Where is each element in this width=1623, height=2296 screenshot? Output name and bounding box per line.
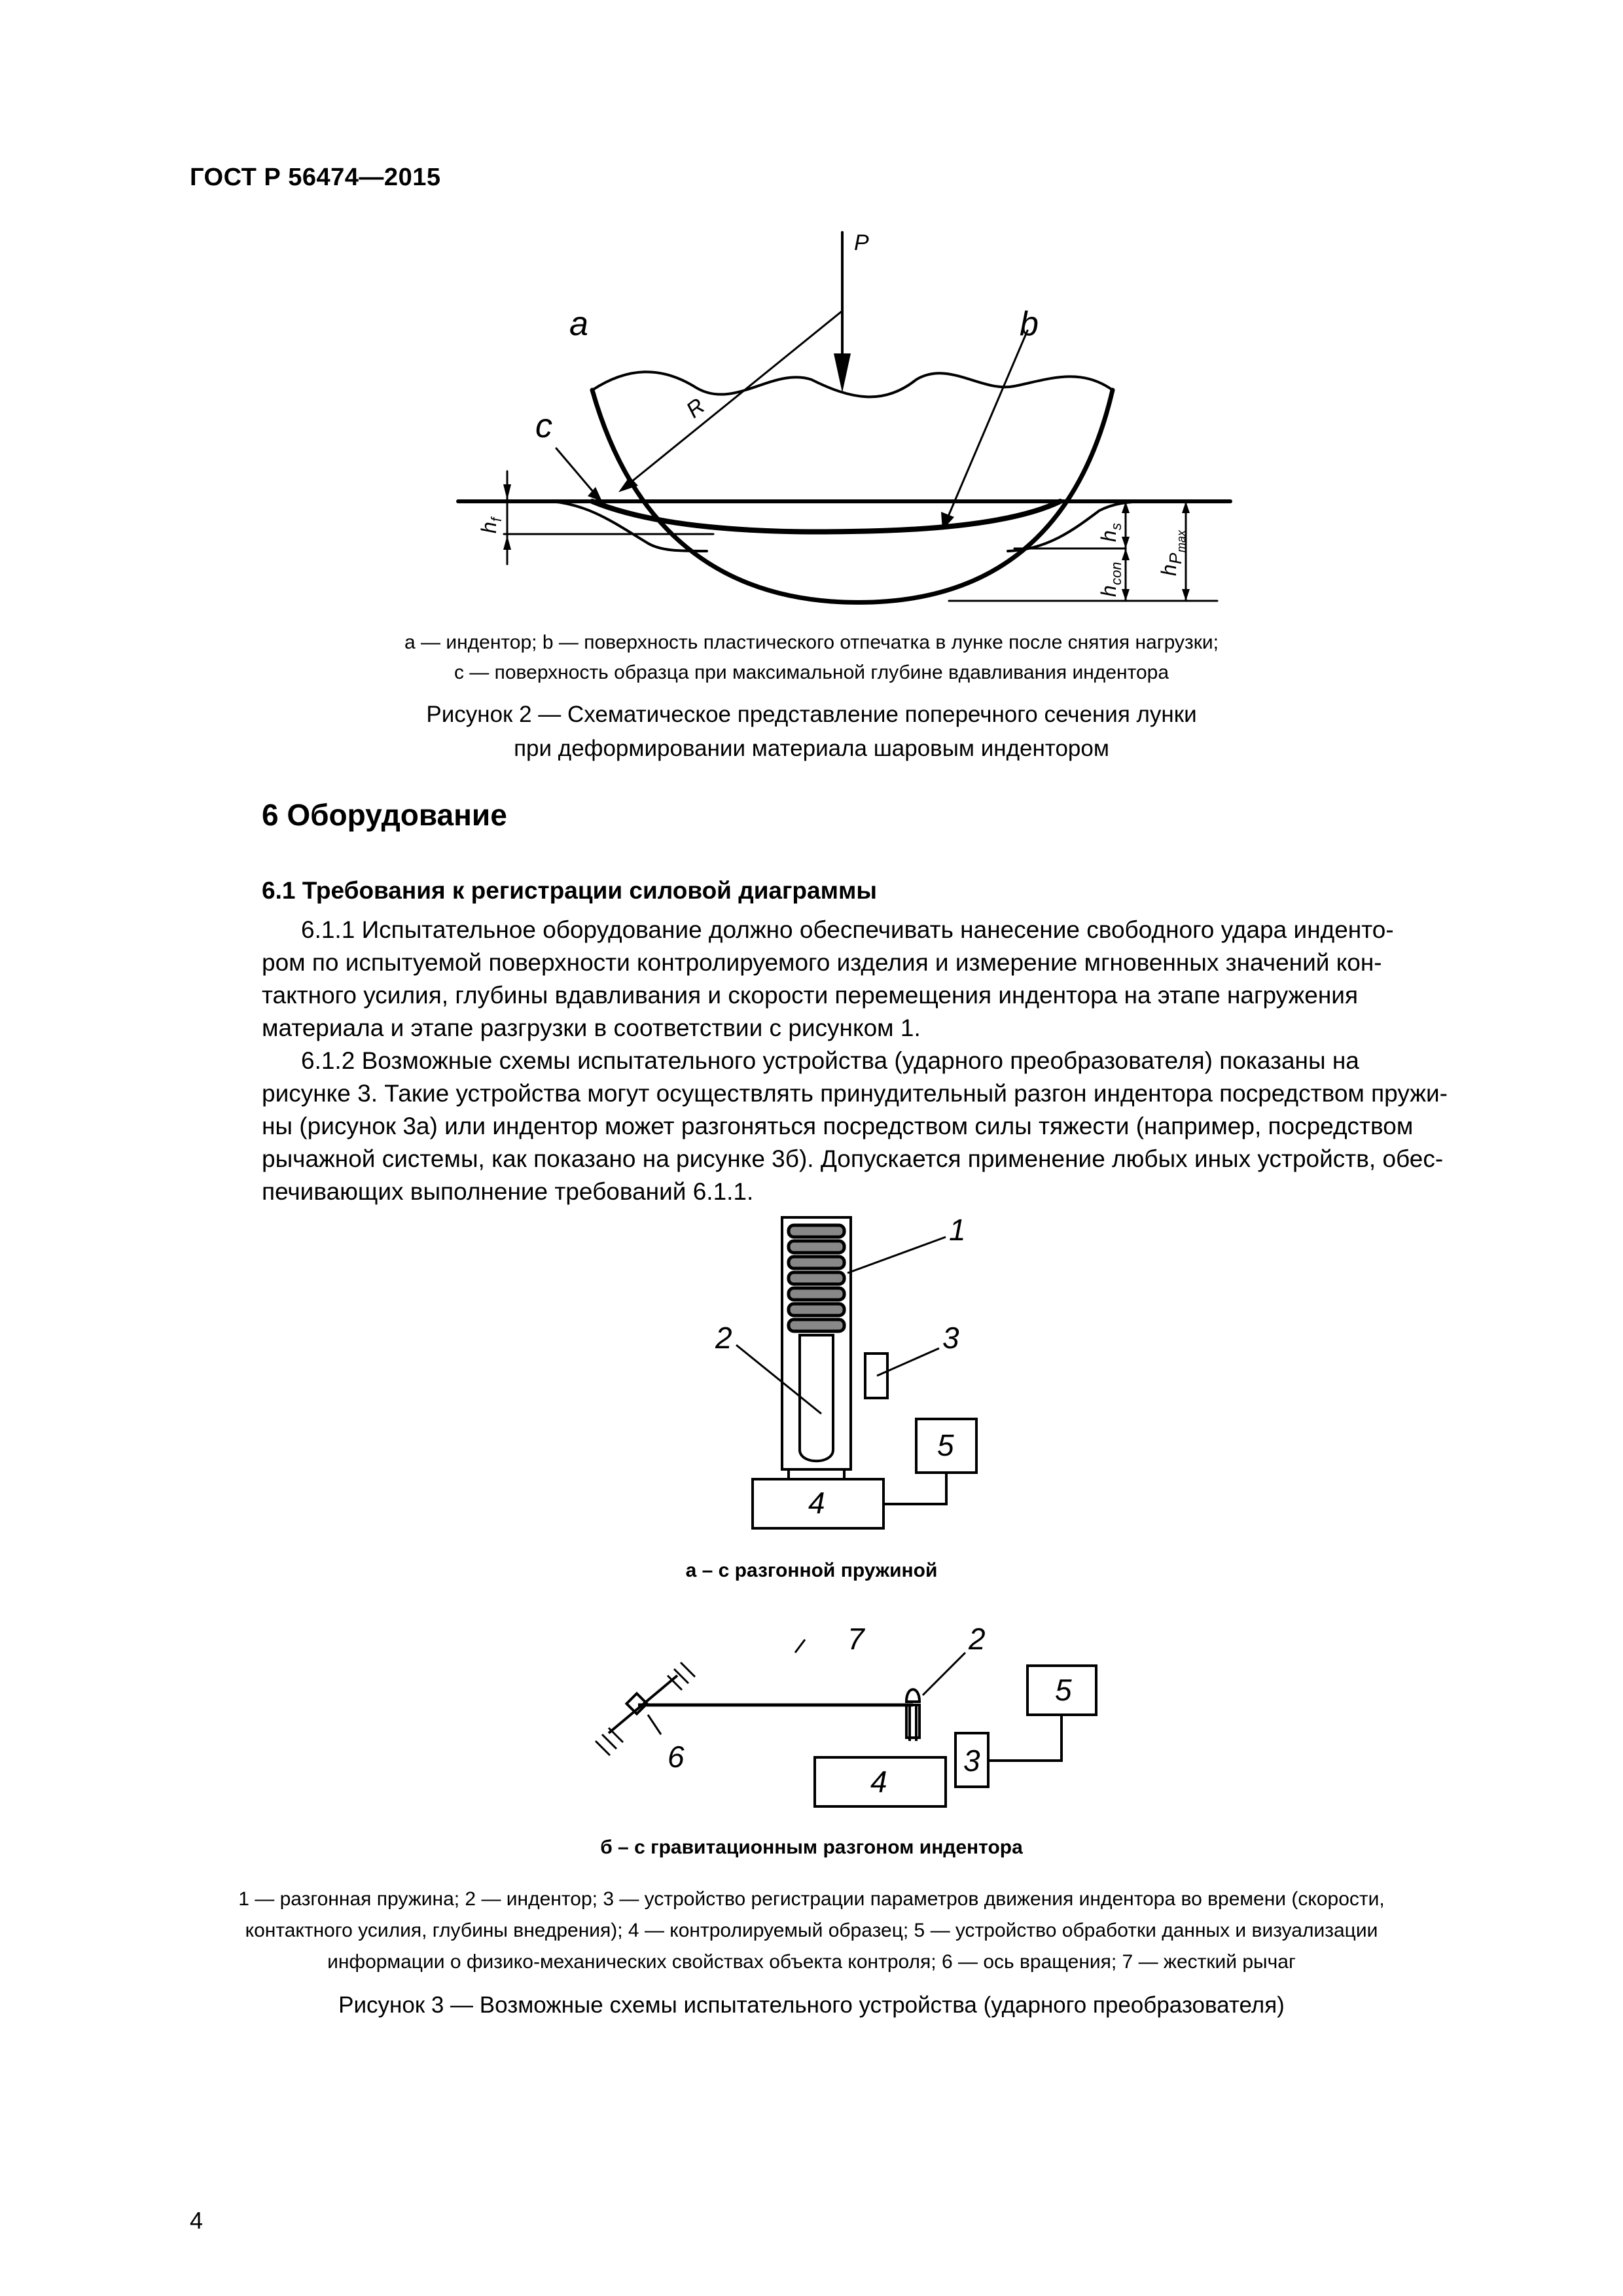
label-R: R [681,393,710,423]
spring-coils [789,1225,844,1331]
indenter-2b [906,1689,919,1741]
label-hf-sub: f [488,517,505,522]
indenter-wavy-top [592,372,1113,397]
label-hpmax-sub2: max [1175,529,1188,552]
fig3a-label-2: 2 [715,1321,732,1355]
figure-3b-caption: б – с гравитационным разгоном индентора [600,1837,1023,1858]
p611-line: 6.1.1 Испытательное оборудование должно обеспечивать нанесение свободного удара инденто- [301,916,1394,943]
figure-2-legend-line-2: c — поверхность образца при максимальной глубине вдавливания индентора [454,662,1169,683]
label-hcon: h [1097,585,1120,597]
p612-line: рычажной системы, как показано на рисунке 3б). Допускается применение любых иных устройств, обес- [262,1145,1444,1172]
figure-3-legend-line-1: 1 — разгонная пружина; 2 — индентор; 3 — устройство регистрации параметров движения индентора во времени (скорости, [238,1888,1385,1910]
section-title: 6 Оборудование [262,798,507,832]
label-hs-sub: s [1108,523,1124,530]
fig3b-label-3: 3 [963,1744,980,1778]
label-hcon-sub: con [1108,562,1124,585]
figure-2-caption-line-2: при деформировании материала шаровым индентором [514,736,1109,761]
label-hpmax: h [1157,564,1181,576]
fig3b-label-7: 7 [847,1622,865,1656]
fig3b-label-4: 4 [870,1765,887,1799]
fig3a-label-1: 1 [949,1213,966,1247]
figure-3b-diagram [0,1610,1623,1833]
figure-2-legend-line-1: a — индентор; b — поверхность пластического отпечатка в лунке после снятия нагрузки; [404,632,1219,653]
fig3b-label-5: 5 [1055,1673,1072,1707]
p612-line: рисунке 3. Такие устройства могут осуществлять принудительный разгон индентора посредством пружи- [262,1080,1448,1107]
fig3b-label-6: 6 [668,1740,685,1774]
label-hs: h [1097,530,1120,542]
figure-3a-diagram [0,1204,1623,1545]
indenter-rod [800,1335,833,1461]
fig3a-label-4: 4 [808,1486,825,1520]
figure-2-caption-line-1: Рисунок 2 — Схематическое представление поперечного сечения лунки [426,702,1197,727]
indenter-arc [592,390,1113,602]
p612-line: печивающих выполнение требований 6.1.1. [262,1178,754,1205]
label-c: c [535,407,552,445]
figure-3-legend-line-2: контактного усилия, глубины внедрения); 4 — контролируемый образец; 5 — устройство обработки данных и визуализации [245,1920,1378,1941]
paragraph-6-1-2 [262,1045,1496,1208]
figure-3-caption: Рисунок 3 — Возможные схемы испытательного устройства (ударного преобразователя) [338,1992,1285,2018]
label-hpmax-sub1: P [1166,552,1185,564]
p611-line: тактного усилия, глубины вдавливания и скорости перемещения индентора на этапе нагружения [262,982,1359,1009]
document-header: ГОСТ Р 56474—2015 [190,164,441,191]
label-a: a [569,305,588,343]
p612-line: 6.1.2 Возможные схемы испытательного устройства (ударного преобразователя) показаны на [301,1047,1359,1074]
p611-line: ром по испытуемой поверхности контролируемого изделия и измерение мгновенных значений кон- [262,949,1382,976]
p611-line: материала и этапе разгрузки в соответствии с рисунком 1. [262,1014,921,1041]
paragraph-6-1-1 [262,914,1496,1045]
sensor-box-3a [865,1354,887,1398]
fig3a-label-3: 3 [942,1321,959,1355]
label-b: b [1020,305,1039,343]
fig3b-label-2: 2 [969,1622,986,1656]
figure-2-diagram [0,0,1623,628]
figure-3a-caption: а – с разгонной пружиной [685,1560,938,1581]
figure-3-legend-line-3: информации о физико-механических свойствах объекта контроля; 6 — ось вращения; 7 — жесткий рычаг [327,1951,1296,1973]
p612-line: ны (рисунок 3а) или индентор может разгоняться посредством силы тяжести (например, посредством [262,1113,1414,1139]
page-number: 4 [190,2207,204,2234]
label-hf: h [477,522,501,533]
label-P: P [854,230,869,255]
subsection-title: 6.1 Требования к регистрации силовой диаграммы [262,877,877,904]
fig3a-label-5: 5 [937,1428,954,1462]
